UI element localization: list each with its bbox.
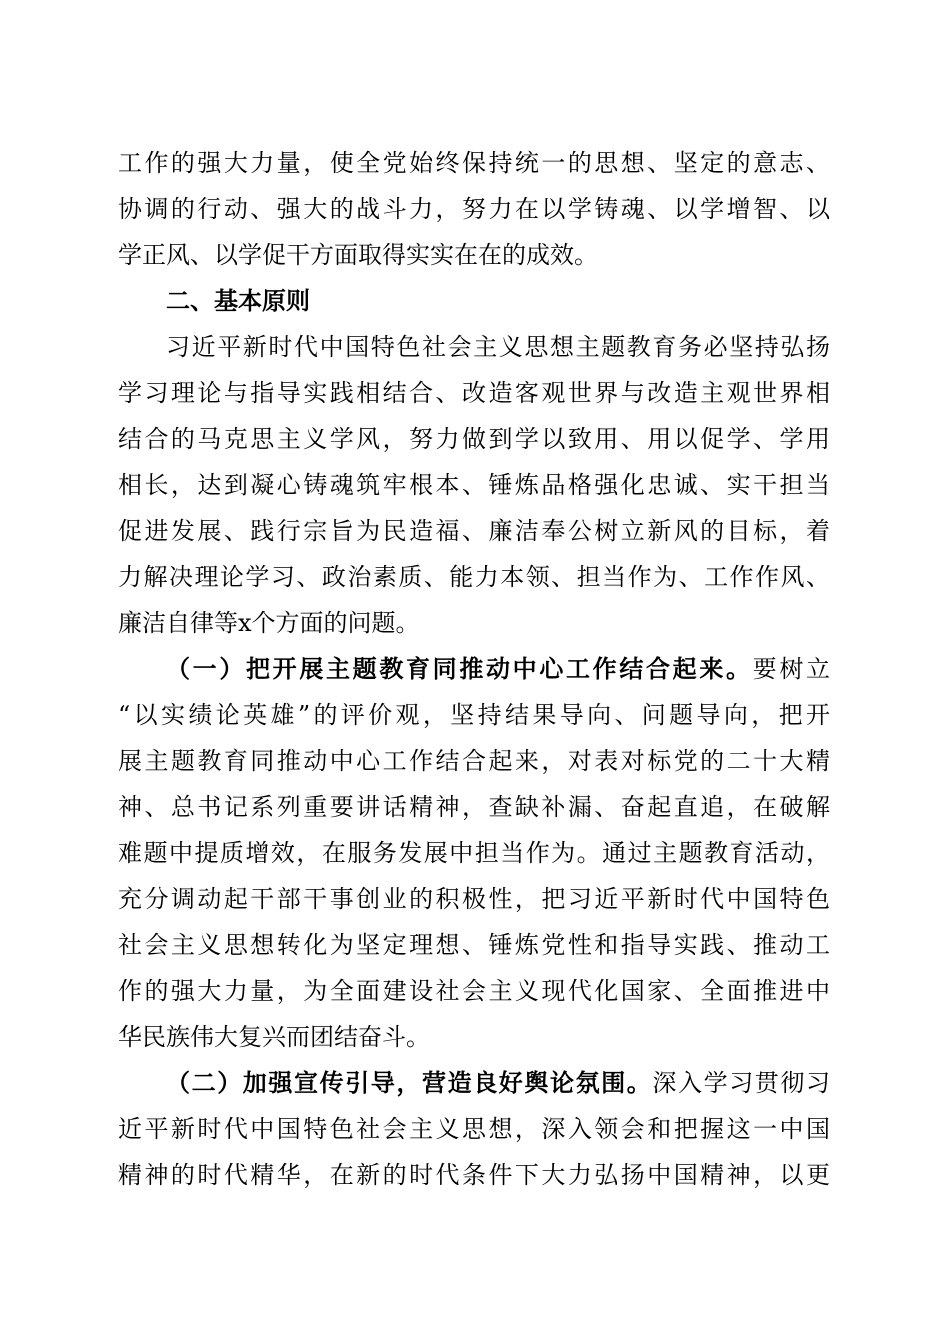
principles-line-3: 结合的马克思主义学风，努力做到学以致用、用以促学、学用 bbox=[118, 425, 830, 453]
item1-line-3: 神、总书记系列重要讲话精神，查缺补漏、奋起直追，在破解 bbox=[118, 793, 830, 821]
item2-first-line-rest: 深入学习贯彻习 bbox=[652, 1069, 831, 1097]
item1-line-8: 华民族伟大复兴而团结奋斗。 bbox=[118, 1023, 430, 1051]
item1-line-6: 社会主义思想转化为坚定理想、锤炼党性和指导实践、推动工 bbox=[118, 931, 830, 959]
item1-line-7: 作的强大力量，为全面建设社会主义现代化国家、全面推进中 bbox=[118, 977, 830, 1005]
item1-line-5: 充分调动起干部干事创业的积极性，把习近平新时代中国特色 bbox=[118, 885, 830, 913]
item2-first-line bbox=[166, 1068, 830, 1098]
principles-line-1: 习近平新时代中国特色社会主义思想主题教育务必坚持弘扬 bbox=[166, 333, 830, 361]
principles-line-7: 廉洁自律等x个方面的问题。 bbox=[118, 609, 420, 637]
item1-heading: （一）把开展主题教育同推动中心工作结合起来。 bbox=[166, 654, 753, 683]
section-heading: 二、基本原则 bbox=[166, 286, 310, 315]
principles-line-2: 学习理论与指导实践相结合、改造客观世界与改造主观世界相 bbox=[118, 379, 830, 407]
item1-first-line-rest: 要树立 bbox=[752, 655, 831, 683]
item2-line-2: 精神的时代精华，在新的时代条件下大力弘扬中国精神，以更 bbox=[118, 1161, 830, 1189]
item1-line-2: 展主题教育同推动中心工作结合起来，对表对标党的二十大精 bbox=[118, 747, 830, 775]
item2-heading: （二）加强宣传引导，营造良好舆论氛围。 bbox=[166, 1068, 653, 1097]
intro-line-3: 学正风、以学促干方面取得实实在在的成效。 bbox=[118, 241, 598, 269]
item2-line-1: 近平新时代中国特色社会主义思想，深入领会和把握这一中国 bbox=[118, 1115, 830, 1143]
principles-line-4: 相长，达到凝心铸魂筑牢根本、锤炼品格强化忠诚、实干担当 bbox=[118, 471, 830, 499]
intro-line-1: 工作的强大力量，使全党始终保持统一的思想、坚定的意志、 bbox=[118, 149, 830, 177]
item1-line-1: “以实绩论英雄”的评价观，坚持结果导向、问题导向，把开 bbox=[118, 701, 830, 729]
principles-line-5: 促进发展、践行宗旨为民造福、廉洁奉公树立新风的目标，着 bbox=[118, 517, 830, 545]
principles-line-6: 力解决理论学习、政治素质、能力本领、担当作为、工作作风、 bbox=[118, 563, 830, 591]
intro-line-2: 协调的行动、强大的战斗力，努力在以学铸魂、以学增智、以 bbox=[118, 195, 830, 223]
item1-first-line bbox=[166, 654, 830, 684]
item1-line-4: 难题中提质增效，在服务发展中担当作为。通过主题教育活动， bbox=[118, 839, 830, 867]
